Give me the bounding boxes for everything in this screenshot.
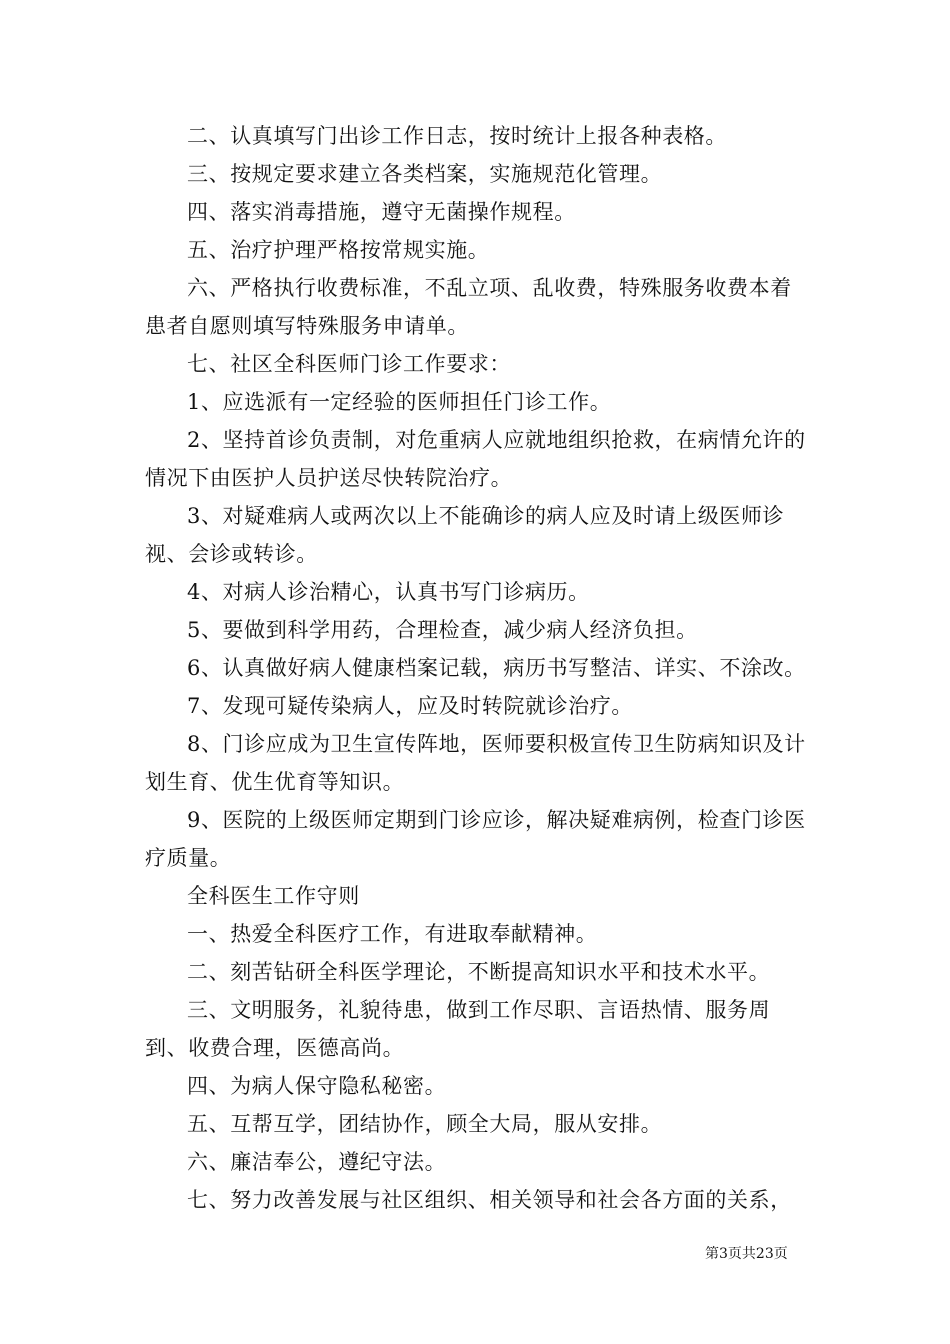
paragraph-13: 7、发现可疑传染病人，应及时转院就诊治疗。 [187,694,633,718]
paragraph-17: 一、热爱全科医疗工作，有进取奉献精神。 [187,922,598,946]
paragraph-11: 5、要做到科学用药，合理检查，减少病人经济负担。 [187,618,698,642]
paragraph-7: 1、应选派有一定经验的医师担任门诊工作。 [187,390,612,414]
paragraph-1: 二、认真填写门出诊工作日志，按时统计上报各种表格。 [187,124,727,148]
paragraph-6: 七、社区全科医师门诊工作要求： [187,352,511,376]
document-body [145,117,813,1219]
paragraph-20: 四、为病人保守隐私秘密。 [187,1074,447,1098]
paragraph-23: 七、努力改善发展与社区组织、相关领导和社会各方面的关系， [187,1188,792,1212]
paragraph-18: 二、刻苦钻研全科医学理论，不断提高知识水平和技术水平。 [187,960,771,984]
paragraph-8: 2、坚持首诊负责制，对危重病人应就地组织抢救，在病情允许的情况下由医护人员护送尽快转院治疗。 [145,428,806,490]
paragraph-22: 六、廉洁奉公，遵纪守法。 [187,1150,447,1174]
paragraph-9: 3、对疑难病人或两次以上不能确诊的病人应及时请上级医师诊视、会诊或转诊。 [145,504,785,566]
paragraph-14: 8、门诊应成为卫生宣传阵地，医师要积极宣传卫生防病知识及计划生育、优生优育等知识。 [145,732,806,794]
section-heading: 全科医生工作守则 [187,884,360,908]
paragraph-21: 五、互帮互学，团结协作，顾全大局，服从安排。 [187,1112,663,1136]
paragraph-15: 9、医院的上级医师定期到门诊应诊，解决疑难病例，检查门诊医疗质量。 [145,808,806,870]
paragraph-3: 四、落实消毒措施，遵守无菌操作规程。 [187,200,576,224]
page-number-footer: 第3页共23页 [705,1246,788,1262]
paragraph-12: 6、认真做好病人健康档案记载，病历书写整洁、详实、不涂改。 [187,656,806,680]
paragraph-5: 六、严格执行收费标准，不乱立项、乱收费，特殊服务收费本着患者自愿则填写特殊服务申请单。 [145,276,792,338]
paragraph-19: 三、文明服务，礼貌待患，做到工作尽职、言语热情、服务周到、收费合理，医德高尚。 [145,998,771,1060]
paragraph-4: 五、治疗护理严格按常规实施。 [187,238,490,262]
paragraph-2: 三、按规定要求建立各类档案，实施规范化管理。 [187,162,663,186]
paragraph-10: 4、对病人诊治精心，认真书写门诊病历。 [187,580,590,604]
